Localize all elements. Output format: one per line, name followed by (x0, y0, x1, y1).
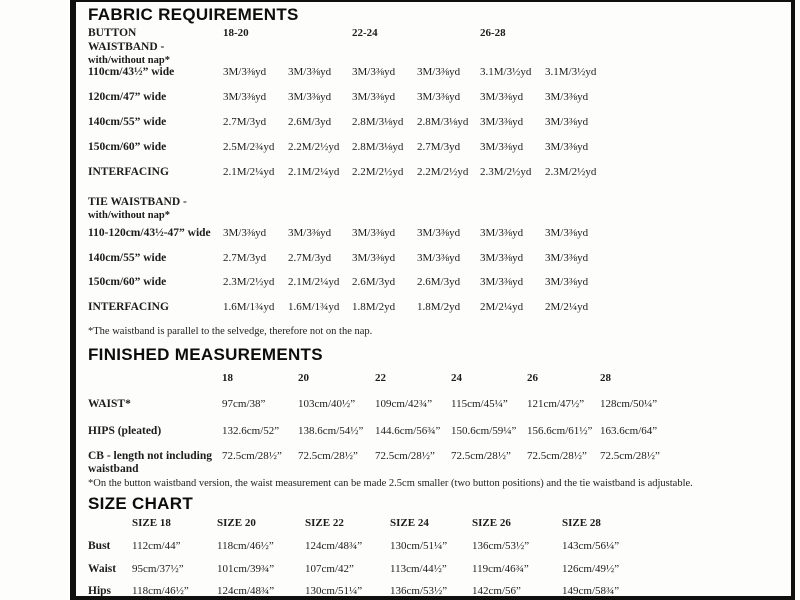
fabric-cell: 2.1M/2¼yd (223, 166, 275, 178)
fabric-cell: 2.6M/3yd (288, 116, 332, 128)
fabric-group-header-row (88, 27, 605, 40)
fabric-cell: 3M/3⅜yd (545, 91, 589, 103)
group-header-26-28: 26-28 (480, 27, 506, 39)
size-cell: 118cm/46½” (217, 540, 274, 552)
fabric-cell: 2.1M/2¼yd (288, 166, 340, 178)
fabric-row-interfacing (88, 166, 605, 179)
fabric-cell: 2.7M/3yd (223, 252, 267, 264)
fabric-cell: 2.5M/2¾yd (223, 141, 275, 153)
size-header-18: SIZE 18 (132, 517, 171, 529)
row-label: INTERFACING (88, 301, 169, 313)
finished-footnote: *On the button waistband version, the waist measurement can be made 2.5cm smaller (two button positions) and the tie waistband is adjustable. (88, 478, 693, 489)
fabric-row-110cm (88, 66, 605, 79)
size-cell: 143cm/56¼” (562, 540, 620, 552)
button-waistband-line3: with/without nap* (88, 54, 170, 66)
size-cell: 118cm/46½” (132, 585, 189, 597)
fabric-cell: 2.3M/2½yd (480, 166, 532, 178)
fabric-cell: 2.8M/3⅛yd (352, 141, 404, 153)
row-label: 140cm/55” wide (88, 116, 167, 128)
measurement-cell: 144.6cm/56¾” (375, 425, 441, 437)
fabric-cell: 3M/3⅜yd (352, 91, 396, 103)
row-label: Waist (88, 563, 117, 575)
fabric-row-150cm (88, 141, 605, 154)
fabric-row-140cm (88, 116, 605, 129)
measurement-cell: 72.5cm/28½” (451, 450, 511, 462)
size-cell: 142cm/56” (472, 585, 521, 597)
fabric-cell: 1.8M/2yd (352, 301, 396, 313)
tie-waistband-label (88, 196, 228, 222)
size-row-waist (88, 563, 642, 576)
size-row-bust (88, 540, 642, 553)
fabric-row-120cm (88, 91, 605, 104)
fabric-cell: 3M/3⅜yd (417, 66, 461, 78)
row-label: INTERFACING (88, 166, 169, 178)
size-cell: 112cm/44” (132, 540, 181, 552)
fabric-cell: 2.2M/2½yd (352, 166, 404, 178)
fabric-footnote: *The waistband is parallel to the selvedge, therefore not on the nap. (88, 326, 373, 337)
fabric-cell: 3M/3⅜yd (352, 252, 396, 264)
measurement-cell: 109cm/42¾” (375, 398, 433, 410)
fabric-cell: 2.3M/2½yd (223, 276, 275, 288)
measurement-cell: 72.5cm/28½” (298, 450, 358, 462)
row-label: Bust (88, 540, 111, 552)
fabric-cell: 3M/3⅜yd (417, 252, 461, 264)
measurement-cell: 72.5cm/28½” (600, 450, 660, 462)
row-label: HIPS (pleated) (88, 425, 162, 437)
row-label: 110-120cm/43½-47” wide (88, 227, 211, 239)
finished-header-row (88, 372, 670, 385)
measurement-cell: 72.5cm/28½” (375, 450, 435, 462)
fabric-cell: 2.2M/2½yd (288, 141, 340, 153)
measurement-cell: 138.6cm/54½” (298, 425, 364, 437)
group-header-22-24: 22-24 (352, 27, 378, 39)
fabric-cell: 3M/3⅜yd (223, 66, 267, 78)
fabric-cell: 3.1M/3½yd (480, 66, 532, 78)
row-label: 110cm/43½” wide (88, 66, 175, 78)
size-col-18: 18 (222, 372, 233, 384)
fabric-cell: 3M/3⅜yd (545, 276, 589, 288)
fabric-cell: 3M/3⅜yd (417, 227, 461, 239)
fabric-cell: 3M/3⅜yd (480, 252, 524, 264)
fabric-cell: 3M/3⅜yd (545, 252, 589, 264)
measurement-cell: 128cm/50¼” (600, 398, 658, 410)
size-header-26: SIZE 26 (472, 517, 511, 529)
fabric-cell: 3M/3⅜yd (223, 91, 267, 103)
row-label: WAIST* (88, 398, 131, 410)
tie-row-110-120cm (88, 227, 605, 240)
size-chart-title: SIZE CHART (88, 494, 193, 513)
fabric-cell: 2.7M/3yd (223, 116, 267, 128)
size-cell: 95cm/37½” (132, 563, 184, 575)
fabric-cell: 2M/2¼yd (480, 301, 524, 313)
finished-row-hips (88, 425, 670, 438)
row-label: 120cm/47” wide (88, 91, 167, 103)
row-label: 140cm/55” wide (88, 252, 167, 264)
page-frame-right (791, 0, 795, 600)
fabric-cell: 2.8M/3⅛yd (352, 116, 404, 128)
tie-row-140cm (88, 252, 605, 265)
fabric-cell: 2.3M/2½yd (545, 166, 597, 178)
fabric-cell: 3M/3⅜yd (545, 141, 589, 153)
measurement-cell: 156.6cm/61½” (527, 425, 593, 437)
measurement-cell: 72.5cm/28½” (527, 450, 587, 462)
size-cell: 113cm/44½” (390, 563, 447, 575)
page-frame-left (70, 0, 76, 600)
finished-row-cb-length (88, 450, 670, 476)
fabric-cell: 3M/3⅜yd (352, 227, 396, 239)
measurement-cell: 97cm/38” (222, 398, 266, 410)
tie-waistband-line1: TIE WAISTBAND - (88, 196, 187, 208)
size-cell: 130cm/51¼” (390, 540, 448, 552)
row-label: 150cm/60” wide (88, 276, 167, 288)
row-label: Hips (88, 585, 112, 597)
tie-waistband-line2: with/without nap* (88, 209, 170, 221)
fabric-cell: 3M/3⅜yd (352, 66, 396, 78)
measurement-cell: 163.6cm/64” (600, 425, 658, 437)
size-cell: 119cm/46¾” (472, 563, 529, 575)
fabric-cell: 2.8M/3⅛yd (417, 116, 469, 128)
fabric-cell: 3M/3⅜yd (480, 276, 524, 288)
size-cell: 126cm/49½” (562, 563, 620, 575)
size-cell: 130cm/51¼” (305, 585, 363, 597)
fabric-cell: 3M/3⅜yd (223, 227, 267, 239)
fabric-cell: 2.7M/3yd (417, 141, 461, 153)
fabric-cell: 1.8M/2yd (417, 301, 461, 313)
fabric-cell: 3M/3⅜yd (480, 116, 524, 128)
measurement-cell: 72.5cm/28½” (222, 450, 282, 462)
size-col-24: 24 (451, 372, 462, 384)
measurement-cell: 115cm/45¼” (451, 398, 508, 410)
fabric-cell: 3M/3⅜yd (288, 227, 332, 239)
fabric-requirements-title: FABRIC REQUIREMENTS (88, 5, 299, 24)
row-label: 150cm/60” wide (88, 141, 167, 153)
fabric-cell: 3M/3⅜yd (288, 91, 332, 103)
finished-row-waist (88, 398, 670, 411)
measurement-cell: 103cm/40½” (298, 398, 356, 410)
size-cell: 101cm/39¾” (217, 563, 275, 575)
fabric-cell: 2.6M/3yd (352, 276, 396, 288)
size-cell: 149cm/58¾” (562, 585, 620, 597)
tie-row-150cm (88, 276, 605, 289)
fabric-cell: 3M/3⅜yd (545, 227, 589, 239)
size-row-hips (88, 585, 642, 598)
page-frame-top (70, 0, 795, 2)
size-cell: 124cm/48¾” (217, 585, 275, 597)
fabric-cell: 1.6M/1¾yd (223, 301, 275, 313)
size-cell: 136cm/53½” (390, 585, 448, 597)
fabric-cell: 2M/2¼yd (545, 301, 589, 313)
size-header-24: SIZE 24 (390, 517, 429, 529)
size-col-26: 26 (527, 372, 538, 384)
measurement-cell: 132.6cm/52” (222, 425, 280, 437)
measurement-cell: 121cm/47½” (527, 398, 585, 410)
fabric-cell: 3.1M/3½yd (545, 66, 597, 78)
fabric-cell: 3M/3⅜yd (545, 116, 589, 128)
fabric-cell: 2.2M/2½yd (417, 166, 469, 178)
size-cell: 107cm/42” (305, 563, 354, 575)
fabric-cell: 3M/3⅜yd (417, 91, 461, 103)
fabric-cell: 1.6M/1¾yd (288, 301, 340, 313)
button-waistband-line1: BUTTON (88, 27, 137, 39)
size-header-22: SIZE 22 (305, 517, 344, 529)
fabric-cell: 3M/3⅜yd (480, 227, 524, 239)
size-header-28: SIZE 28 (562, 517, 601, 529)
fabric-cell: 2.7M/3yd (288, 252, 332, 264)
button-waistband-line2: WAISTBAND - (88, 40, 165, 53)
fabric-cell: 2.6M/3yd (417, 276, 461, 288)
fabric-cell: 3M/3⅜yd (480, 141, 524, 153)
size-cell: 124cm/48¾” (305, 540, 363, 552)
fabric-cell: 3M/3⅜yd (480, 91, 524, 103)
size-header-20: SIZE 20 (217, 517, 256, 529)
tie-row-interfacing (88, 301, 605, 314)
size-col-20: 20 (298, 372, 309, 384)
size-cell: 136cm/53½” (472, 540, 530, 552)
size-col-22: 22 (375, 372, 386, 384)
fabric-cell: 2.1M/2¼yd (288, 276, 340, 288)
measurement-cell: 150.6cm/59¼” (451, 425, 517, 437)
row-label: CB - length not including waistband (88, 450, 212, 476)
group-header-18-20: 18-20 (223, 27, 249, 39)
finished-measurements-title: FINISHED MEASUREMENTS (88, 345, 323, 364)
size-col-28: 28 (600, 372, 611, 384)
size-chart-header-row (88, 517, 642, 530)
fabric-cell: 3M/3⅜yd (288, 66, 332, 78)
